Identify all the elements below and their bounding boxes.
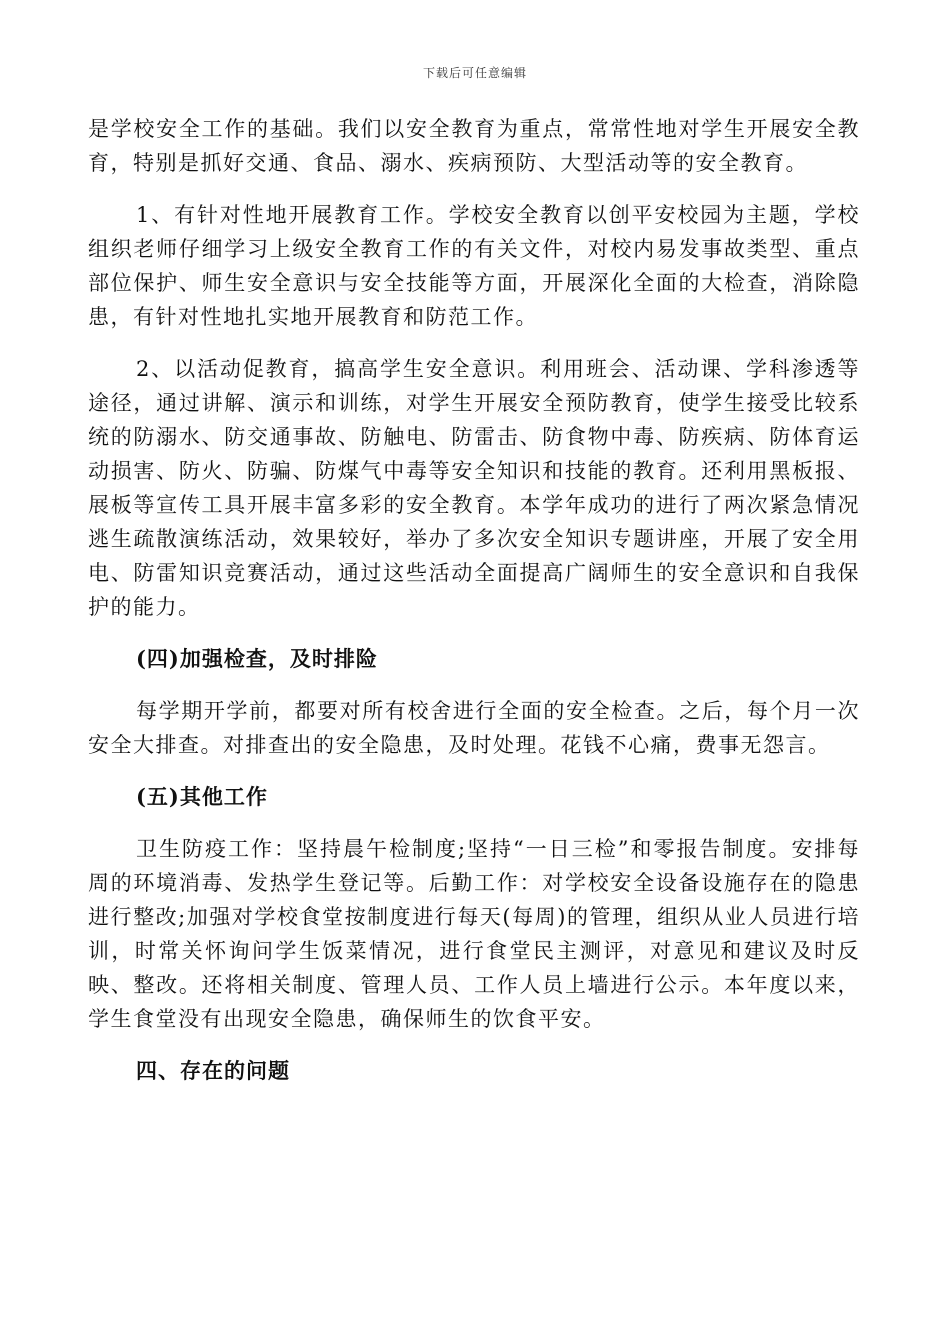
section-heading-problems: 四、存在的问题 <box>136 1058 290 1083</box>
document-body <box>88 112 860 1106</box>
paragraph-intro: 是学校安全工作的基础。我们以安全教育为重点，常常性地对学生开展安全教育，特别是抓好交通、食品、溺水、疾病预防、大型活动等的安全教育。 <box>88 117 860 175</box>
paragraph-item-1: 1、有针对性地开展教育工作。学校安全教育以创平安校园为主题，学校组织老师仔细学习上级安全教育工作的有关文件，对校内易发事故类型、重点部位保护、师生安全意识与安全技能等方面，开展深化全面的大检查，消除隐患，有针对性地扎实地开展教育和防范工作。 <box>88 203 860 329</box>
paragraph-other-work: 卫生防疫工作：坚持晨午检制度;坚持“一日三检”和零报告制度。安排每周的环境消毒、发热学生登记等。后勤工作：对学校安全设备设施存在的隐患进行整改;加强对学校食堂按制度进行每天(每周)的管理，组织从业人员进行培训，时常关怀询问学生饭菜情况，进行食堂民主测评，对意见和建议及时反映、整改。还将相关制度、管理人员、工作人员上墙进行公示。本年度以来，学生食堂没有出现安全隐患，确保师生的饮食平安。 <box>88 837 860 1031</box>
paragraph-check: 每学期开学前，都要对所有校舍进行全面的安全检查。之后，每个月一次安全大排查。对排查出的安全隐患，及时处理。花钱不心痛，费事无怨言。 <box>88 699 860 757</box>
page-header-note: 下载后可任意编辑 <box>422 66 527 80</box>
section-heading-4: (四)加强检查，及时排险 <box>136 646 378 671</box>
paragraph-item-2: 2、以活动促教育，搞高学生安全意识。利用班会、活动课、学科渗透等途径，通过讲解、演示和训练，对学生开展安全预防教育，使学生接受比较系统的防溺水、防交通事故、防触电、防雷击、防食物中毒、防疾病、防体育运动损害、防火、防骗、防煤气中毒等安全知识和技能的教育。还利用黑板报、展板等宣传工具开展丰富多彩的安全教育。本学年成功的进行了两次紧急情况逃生疏散演练活动，效果较好，举办了多次安全知识专题讲座，开展了安全用电、防雷知识竞赛活动，通过这些活动全面提高广阔师生的安全意识和自我保护的能力。 <box>88 357 860 619</box>
section-heading-5: (五)其他工作 <box>136 784 268 809</box>
